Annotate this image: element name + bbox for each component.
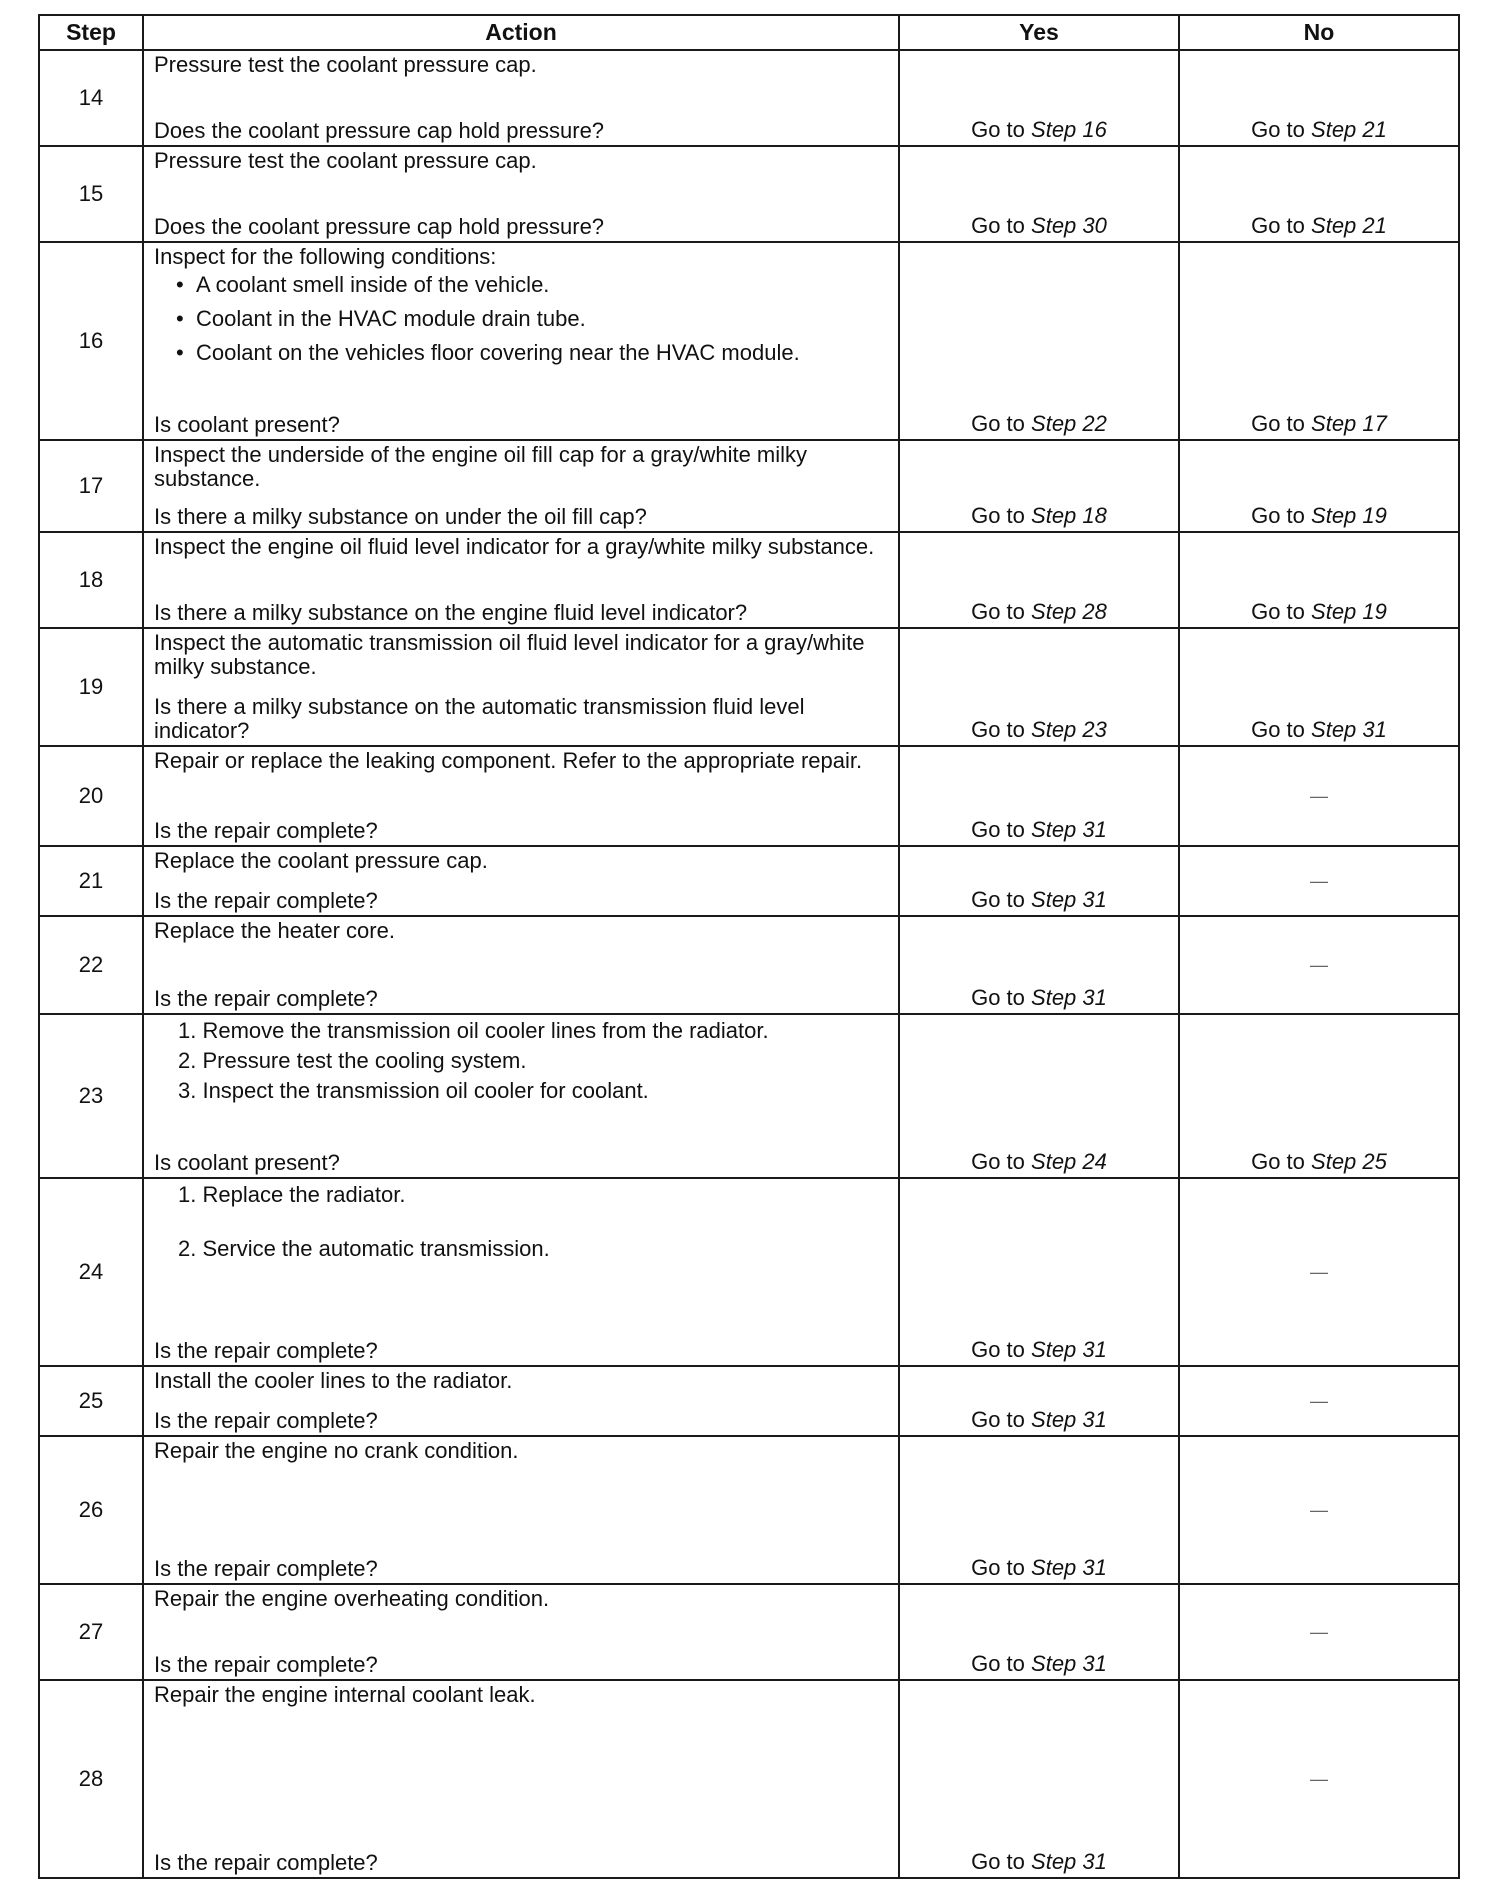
action-content: [144, 1179, 898, 1365]
action-text: Pressure test the coolant pressure cap.: [154, 52, 537, 77]
go-to-label: Go to: [971, 503, 1025, 528]
action-intro: Inspect for the following conditions:: [154, 244, 497, 269]
no-result: [1179, 146, 1459, 242]
header-yes: Yes: [899, 15, 1179, 50]
action-text: Repair the engine no crank condition.: [154, 1438, 519, 1463]
action-content: [144, 1437, 898, 1583]
action-question: Is coolant present?: [154, 1150, 340, 1175]
step-word: Step: [1311, 599, 1357, 624]
go-to-label: Go to: [971, 599, 1025, 624]
action-question: Is the repair complete?: [154, 1408, 378, 1433]
action-text: Replace the coolant pressure cap.: [154, 848, 488, 873]
go-to-label: Go to: [971, 1149, 1025, 1174]
action-content: [144, 1681, 898, 1877]
header-no: No: [1179, 15, 1459, 50]
step-reference: [1031, 213, 1107, 238]
action-cell: [143, 1584, 899, 1680]
step-reference: [1311, 717, 1387, 742]
action-question: Is the repair complete?: [154, 818, 378, 843]
condition-list: [154, 273, 890, 365]
yes-result: [899, 532, 1179, 628]
action-cell: [143, 146, 899, 242]
action-content: [144, 1585, 898, 1679]
step-target: 16: [1082, 117, 1107, 142]
header-row: [39, 15, 1459, 50]
table-row: [39, 916, 1459, 1014]
step-word: Step: [1031, 887, 1077, 912]
step-number: 26: [39, 1436, 143, 1584]
diagnostic-table-sheet: [38, 14, 1458, 1879]
yes-result: [899, 242, 1179, 440]
step-target: 28: [1082, 599, 1107, 624]
go-to-label: Go to: [971, 887, 1025, 912]
action-cell: [143, 440, 899, 532]
action-cell: [143, 1014, 899, 1178]
step-number: 23: [39, 1014, 143, 1178]
step-reference: [1031, 1407, 1107, 1432]
table-body: [39, 50, 1459, 1878]
step-number: 22: [39, 916, 143, 1014]
action-content: [144, 533, 898, 627]
step-word: Step: [1031, 1651, 1077, 1676]
step-target: 24: [1082, 1149, 1107, 1174]
step-word: Step: [1311, 717, 1357, 742]
no-result-none: —: [1179, 1178, 1459, 1366]
action-text: Inspect the automatic transmission oil fluid level indicator for a gray/white milky substance.: [154, 630, 865, 679]
action-content: [144, 747, 898, 845]
no-result-none: —: [1179, 846, 1459, 916]
go-to-label: Go to: [971, 985, 1025, 1010]
step-target: 19: [1362, 503, 1387, 528]
action-content: [144, 51, 898, 145]
action-instructions: [154, 53, 890, 77]
table-row: [39, 628, 1459, 746]
table-row: [39, 846, 1459, 916]
table-row: [39, 1436, 1459, 1584]
procedure-item: 1. Remove the transmission oil cooler lines from the radiator.: [178, 1018, 769, 1043]
step-word: Step: [1311, 1149, 1357, 1174]
step-word: Step: [1031, 1849, 1077, 1874]
action-instructions: [154, 535, 890, 559]
action-cell: [143, 1436, 899, 1584]
action-question: Is the repair complete?: [154, 1556, 378, 1581]
table-row: [39, 1680, 1459, 1878]
go-to-label: Go to: [971, 817, 1025, 842]
table-row: [39, 532, 1459, 628]
step-reference: [1031, 887, 1107, 912]
step-word: Step: [1031, 1149, 1077, 1174]
diagnostic-table: [38, 14, 1460, 1879]
go-to-label: Go to: [1251, 1149, 1305, 1174]
action-text: Pressure test the coolant pressure cap.: [154, 148, 537, 173]
header-action: Action: [143, 15, 899, 50]
step-target: 23: [1082, 717, 1107, 742]
step-target: 31: [1082, 985, 1107, 1010]
step-word: Step: [1311, 117, 1357, 142]
step-reference: [1031, 817, 1107, 842]
action-instructions: [154, 1587, 890, 1611]
action-content: [144, 147, 898, 241]
action-instructions: [154, 631, 890, 679]
action-text: Replace the heater core.: [154, 918, 395, 943]
yes-result: [899, 628, 1179, 746]
step-target: 31: [1082, 817, 1107, 842]
step-word: Step: [1031, 1555, 1077, 1580]
step-word: Step: [1031, 817, 1077, 842]
step-number: 28: [39, 1680, 143, 1878]
condition-item: • Coolant on the vehicles floor covering near the HVAC module.: [176, 341, 890, 365]
step-reference: [1311, 599, 1387, 624]
step-word: Step: [1031, 1407, 1077, 1432]
no-result: [1179, 1014, 1459, 1178]
no-result-none: —: [1179, 1680, 1459, 1878]
no-result: [1179, 628, 1459, 746]
step-word: Step: [1311, 411, 1357, 436]
action-question: Does the coolant pressure cap hold pressure?: [154, 118, 605, 143]
no-result: [1179, 440, 1459, 532]
table-row: [39, 1178, 1459, 1366]
action-content: [144, 1015, 898, 1177]
step-word: Step: [1031, 599, 1077, 624]
step-target: 31: [1082, 1555, 1107, 1580]
yes-result: [899, 440, 1179, 532]
action-instructions: [154, 749, 890, 773]
table-row: [39, 242, 1459, 440]
step-target: 31: [1082, 887, 1107, 912]
step-word: Step: [1031, 717, 1077, 742]
step-target: 31: [1082, 1849, 1107, 1874]
go-to-label: Go to: [971, 1337, 1025, 1362]
action-cell: [143, 50, 899, 146]
no-result-none: —: [1179, 1584, 1459, 1680]
table-row: [39, 50, 1459, 146]
no-result: [1179, 532, 1459, 628]
go-to-label: Go to: [971, 1407, 1025, 1432]
step-number: 21: [39, 846, 143, 916]
action-text: Inspect the underside of the engine oil fill cap for a gray/white milky substance.: [154, 442, 808, 491]
step-reference: [1311, 503, 1387, 528]
step-reference: [1031, 1337, 1107, 1362]
go-to-label: Go to: [1251, 599, 1305, 624]
action-text: Repair the engine internal coolant leak.: [154, 1682, 536, 1707]
action-instructions: [154, 919, 890, 943]
table-row: [39, 440, 1459, 532]
action-question: Is there a milky substance on the engine fluid level indicator?: [154, 600, 748, 625]
action-content: [144, 1367, 898, 1435]
step-reference: [1311, 411, 1387, 436]
yes-result: [899, 1178, 1179, 1366]
action-question: Is the repair complete?: [154, 888, 378, 913]
step-reference: [1031, 1555, 1107, 1580]
action-content: [144, 243, 898, 439]
no-result-none: —: [1179, 1436, 1459, 1584]
step-reference: [1031, 1849, 1107, 1874]
no-result: [1179, 242, 1459, 440]
action-content: [144, 917, 898, 1013]
table-row: [39, 1366, 1459, 1436]
action-question: Is there a milky substance on under the oil fill cap?: [154, 504, 647, 529]
step-reference: [1031, 599, 1107, 624]
step-reference: [1311, 117, 1387, 142]
action-instructions: [154, 849, 890, 873]
no-result-none: —: [1179, 916, 1459, 1014]
action-instructions: [154, 149, 890, 173]
step-reference: [1311, 1149, 1387, 1174]
action-question: Is the repair complete?: [154, 1652, 378, 1677]
step-number: 18: [39, 532, 143, 628]
action-instructions: [154, 245, 890, 375]
go-to-label: Go to: [1251, 717, 1305, 742]
action-instructions: [154, 443, 890, 491]
no-result-none: —: [1179, 746, 1459, 846]
action-instructions: [154, 1369, 890, 1393]
action-instructions: [154, 1017, 890, 1109]
step-target: 21: [1362, 213, 1387, 238]
go-to-label: Go to: [971, 213, 1025, 238]
action-text: Repair or replace the leaking component. Refer to the appropriate repair.: [154, 748, 863, 773]
step-number: 25: [39, 1366, 143, 1436]
yes-result: [899, 1584, 1179, 1680]
step-reference: [1031, 1149, 1107, 1174]
go-to-label: Go to: [971, 117, 1025, 142]
action-question: Is coolant present?: [154, 412, 340, 437]
action-content: [144, 441, 898, 531]
yes-result: [899, 1680, 1179, 1878]
action-question: Is the repair complete?: [154, 1850, 378, 1875]
step-target: 31: [1082, 1651, 1107, 1676]
action-text: Install the cooler lines to the radiator.: [154, 1368, 513, 1393]
action-content: [144, 629, 898, 745]
action-text: Repair the engine overheating condition.: [154, 1586, 550, 1611]
condition-item: • A coolant smell inside of the vehicle.: [176, 273, 890, 297]
action-instructions: [154, 1439, 890, 1463]
step-number: 24: [39, 1178, 143, 1366]
step-word: Step: [1031, 213, 1077, 238]
yes-result: [899, 146, 1179, 242]
step-target: 18: [1082, 503, 1107, 528]
step-target: 25: [1362, 1149, 1387, 1174]
step-word: Step: [1311, 503, 1357, 528]
step-target: 31: [1082, 1407, 1107, 1432]
header-step: Step: [39, 15, 143, 50]
step-target: 17: [1362, 411, 1387, 436]
go-to-label: Go to: [1251, 213, 1305, 238]
yes-result: [899, 1436, 1179, 1584]
action-cell: [143, 746, 899, 846]
step-reference: [1311, 213, 1387, 238]
step-reference: [1031, 117, 1107, 142]
table-row: [39, 1584, 1459, 1680]
step-target: 31: [1362, 717, 1387, 742]
step-reference: [1031, 1651, 1107, 1676]
action-instructions: [154, 1181, 890, 1291]
step-reference: [1031, 985, 1107, 1010]
yes-result: [899, 50, 1179, 146]
step-number: 19: [39, 628, 143, 746]
yes-result: [899, 746, 1179, 846]
procedure-list: [154, 1183, 890, 1261]
no-result: [1179, 50, 1459, 146]
step-word: Step: [1031, 411, 1077, 436]
yes-result: [899, 846, 1179, 916]
go-to-label: Go to: [971, 1555, 1025, 1580]
step-target: 30: [1082, 213, 1107, 238]
step-target: 31: [1082, 1337, 1107, 1362]
yes-result: [899, 916, 1179, 1014]
step-number: 16: [39, 242, 143, 440]
action-question: Is there a milky substance on the automatic transmission fluid level indicator?: [154, 694, 805, 743]
action-text: Inspect the engine oil fluid level indicator for a gray/white milky substance.: [154, 534, 875, 559]
step-word: Step: [1031, 985, 1077, 1010]
procedure-item: 3. Inspect the transmission oil cooler for coolant.: [178, 1078, 649, 1103]
go-to-label: Go to: [1251, 117, 1305, 142]
step-word: Step: [1031, 1337, 1077, 1362]
step-target: 22: [1082, 411, 1107, 436]
go-to-label: Go to: [971, 1651, 1025, 1676]
go-to-label: Go to: [971, 1849, 1025, 1874]
action-cell: [143, 916, 899, 1014]
procedure-item: 2. Service the automatic transmission.: [178, 1236, 550, 1261]
step-number: 17: [39, 440, 143, 532]
no-result-none: —: [1179, 1366, 1459, 1436]
action-cell: [143, 1366, 899, 1436]
step-reference: [1031, 503, 1107, 528]
go-to-label: Go to: [971, 717, 1025, 742]
action-cell: [143, 846, 899, 916]
procedure-list: [154, 1019, 890, 1103]
table-row: [39, 1014, 1459, 1178]
step-word: Step: [1311, 213, 1357, 238]
procedure-item: 1. Replace the radiator.: [178, 1182, 406, 1207]
action-cell: [143, 532, 899, 628]
table-row: [39, 746, 1459, 846]
action-cell: [143, 1178, 899, 1366]
yes-result: [899, 1366, 1179, 1436]
step-target: 21: [1362, 117, 1387, 142]
go-to-label: Go to: [1251, 503, 1305, 528]
procedure-item: 2. Pressure test the cooling system.: [178, 1048, 527, 1073]
action-cell: [143, 242, 899, 440]
yes-result: [899, 1014, 1179, 1178]
action-content: [144, 847, 898, 915]
step-number: 27: [39, 1584, 143, 1680]
step-target: 19: [1362, 599, 1387, 624]
step-number: 20: [39, 746, 143, 846]
action-cell: [143, 628, 899, 746]
step-number: 14: [39, 50, 143, 146]
step-word: Step: [1031, 503, 1077, 528]
action-question: Is the repair complete?: [154, 1338, 378, 1363]
go-to-label: Go to: [1251, 411, 1305, 436]
action-instructions: [154, 1683, 890, 1707]
step-reference: [1031, 717, 1107, 742]
go-to-label: Go to: [971, 411, 1025, 436]
step-word: Step: [1031, 117, 1077, 142]
action-cell: [143, 1680, 899, 1878]
step-number: 15: [39, 146, 143, 242]
table-row: [39, 146, 1459, 242]
action-question: Does the coolant pressure cap hold pressure?: [154, 214, 605, 239]
action-question: Is the repair complete?: [154, 986, 378, 1011]
step-reference: [1031, 411, 1107, 436]
condition-item: • Coolant in the HVAC module drain tube.: [176, 307, 890, 331]
